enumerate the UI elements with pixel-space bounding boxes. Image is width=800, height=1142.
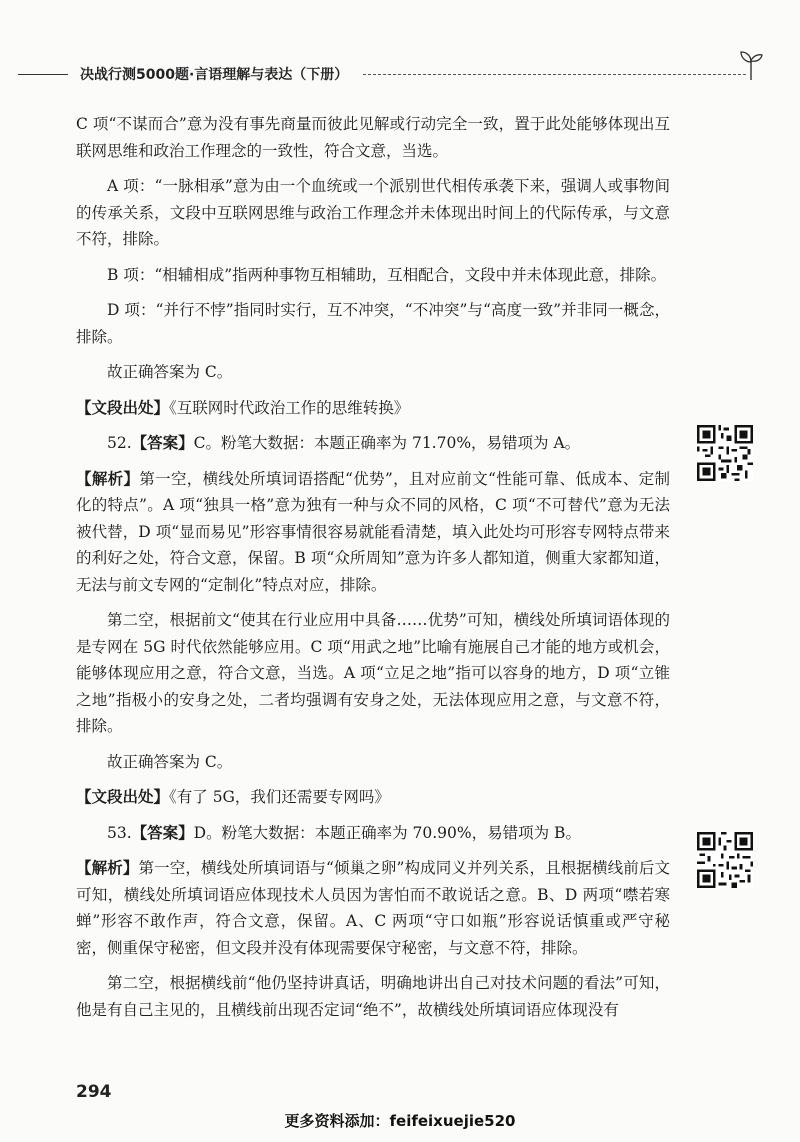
qr-code-icon — [697, 425, 753, 481]
source-tag: 【文段出处】 — [76, 398, 170, 417]
source-52: 【文段出处】《有了 5G，我们还需要专网吗》 — [76, 788, 390, 806]
analysis-52-blank2: 第二空，根据前文“使其在行业应用中具备……优势”可知，横线处所填词语体现的是专网在 5G 时代依然能够应用。C 项“用武之地”比喻有施展自己才能的地方或机会，能够体现应用之意，符合文意，当选。A 项“立足之地”指可以容身的地方，D 项“立锥之地”指极小的安身之处，二者均强调有安身之处，无法体现应用之意，与文意不符，排除。 — [76, 611, 670, 735]
footer-note: 更多资料添加：feifeixuejie520 — [284, 1112, 516, 1130]
header-rule-right — [363, 74, 746, 75]
qr-code-53[interactable] — [697, 832, 753, 888]
correct-answer-52: 故正确答案为 C。 — [107, 752, 233, 771]
analysis-tag: 【解析】 — [76, 859, 139, 877]
answer-tag: 【答案】 — [131, 823, 194, 842]
source-tag: 【文段出处】 — [76, 788, 170, 806]
analysis-53-blank2: 第二空，根据横线前“他仍坚持讲真话，明确地讲出自己对技术问题的看法”可知，他是有自己主见的，且横线前出现否定词“绝不”，故横线处所填词语应体现没有 — [76, 974, 670, 1019]
analysis-53-blank1: 【解析】第一空，横线处所填词语与“倾巢之卵”构成同义并列关系，且根据横线前后文可知，横线处所填词语应体现技术人员因为害怕而不敢说话之意。B、D 两项“噤若寒蝉”形容不敢作声，符合文意，保留。A、C 两项“守口如瓶”形容说话慎重或严守秘密，侧重保守秘密，但文段并没有体现需要保守秘密，与文意不符，排除。 — [76, 859, 670, 957]
question-number: 52. — [107, 434, 132, 452]
qr-code-52[interactable] — [697, 425, 753, 481]
paragraph-option-b: B 项：“相辅相成”指两种事物互相辅助，互相配合，文段中并未体现此意，排除。 — [107, 265, 667, 284]
answer-explanations — [76, 111, 670, 1032]
source-51: 【文段出处】《互联网时代政治工作的思维转换》 — [76, 398, 410, 417]
qr-code-icon — [697, 832, 753, 888]
paragraph-option-d: D 项：“并行不悖”指同时实行，互不冲突，“不冲突”与“高度一致”并非同一概念，排除。 — [76, 301, 670, 346]
answer-tag: 【答案】 — [131, 434, 194, 452]
book-title: 决战行测5000题·言语理解与表达（下册） — [80, 67, 349, 83]
sprout-icon — [738, 48, 764, 82]
analysis-tag: 【解析】 — [76, 469, 140, 488]
answer-52: 52.【答案】C。粉笔大数据：本题正确率为 71.70%，易错项为 A。 — [107, 434, 581, 452]
page-number: 294 — [76, 1082, 112, 1102]
paragraph-option-a: A 项：“一脉相承”意为由一个血统或一个派别世代相传承袭下来，强调人或事物间的传承关系，文段中互联网思维与政治工作理念并未体现出时间上的代际传承，与文意不符，排除。 — [76, 177, 670, 248]
header-rule-left — [18, 74, 68, 75]
paragraph-option-c: C 项“不谋而合”意为没有事先商量而彼此见解或行动完全一致，置于此处能够体现出互联网思维和政治工作理念的一致性，符合文意，当选。 — [76, 115, 670, 160]
running-header — [18, 60, 760, 90]
analysis-52-blank1: 【解析】第一空，横线处所填词语搭配“优势”，且对应前文“性能可靠、低成本、定制化的特点”。A 项“独具一格”意为独有一种与众不同的风格，C 项“不可替代”意为无法被代替，D 项“显而易见”形容事情很容易就能看清楚，填入此处均可形容专网特点带来的利好之处，符合文意，保留。B 项“众所周知”意为许多人都知道，侧重大家都知道，无法与前文专网的“定制化”特点对应，排除。 — [76, 469, 670, 594]
answer-53: 53.【答案】D。粉笔大数据：本题正确率为 70.90%，易错项为 B。 — [107, 823, 581, 842]
question-number: 53. — [107, 823, 132, 842]
correct-answer-51: 故正确答案为 C。 — [107, 363, 233, 381]
